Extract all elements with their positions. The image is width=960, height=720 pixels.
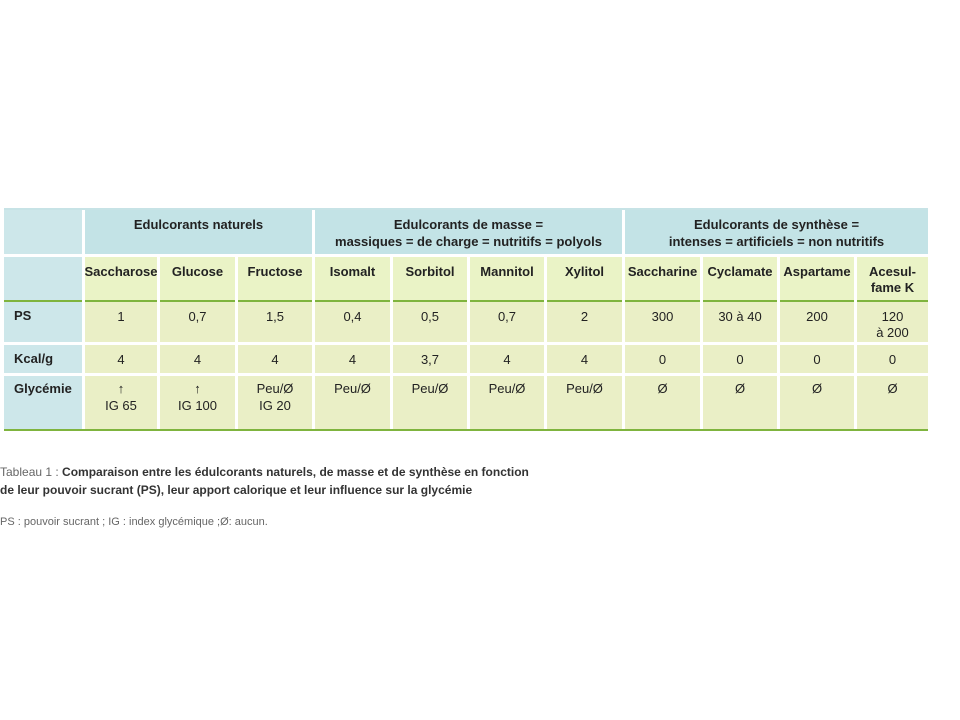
table-cell: 1,5: [265, 309, 285, 324]
table-cell: Peu/Ø: [488, 381, 526, 396]
table-caption: [0, 463, 600, 499]
table-cell: 120: [881, 309, 904, 324]
group-header-masse-line1: Edulcorants de masse =: [393, 217, 544, 232]
group-header-naturels: Edulcorants naturels: [133, 217, 264, 232]
table-cell: 4: [503, 352, 511, 367]
column-header: Sorbitol: [405, 264, 455, 279]
table-cell: 4: [580, 352, 589, 367]
table-cell: 4: [117, 352, 125, 367]
table-cell: IG 20: [259, 398, 291, 413]
table-cell: Ø: [811, 381, 823, 396]
column-header: Saccharose: [84, 264, 158, 279]
table-cell: Peu/Ø: [411, 381, 449, 396]
divider: [544, 254, 547, 429]
column-header: Mannitol: [480, 264, 534, 279]
up-arrow-icon: ↑: [117, 381, 125, 396]
divider: [4, 342, 928, 345]
table-cell: 0: [813, 352, 821, 367]
table-cell: 0,5: [420, 309, 440, 324]
table-cell: 0,4: [343, 309, 362, 324]
divider: [4, 254, 928, 257]
column-header: Isomalt: [329, 264, 376, 279]
caption-title-line2: de leur pouvoir sucrant (PS), leur apport calorique et leur influence sur la glycémie: [0, 483, 473, 497]
table-cell: 4: [193, 352, 202, 367]
divider: [390, 254, 393, 429]
up-arrow-icon: ↑: [194, 381, 201, 396]
table-cell: Peu/Ø: [566, 381, 603, 396]
table-cell: 3,7: [420, 352, 440, 367]
table-cell: 4: [271, 352, 279, 367]
group-header-synthese-line1: Edulcorants de synthèse =: [693, 217, 860, 232]
divider: [777, 254, 780, 429]
table-cell: IG 65: [105, 398, 137, 413]
row-label-ps: PS: [14, 308, 32, 323]
row-label-glycemie: Glycémie: [14, 381, 72, 396]
table-cell: 0: [658, 352, 667, 367]
table-cell: 200: [806, 309, 828, 324]
table-cell: Peu/Ø: [256, 381, 294, 396]
column-header: Cyclamate: [707, 264, 773, 279]
table-cell: 30 à 40: [718, 309, 762, 324]
column-header: Fructose: [247, 264, 303, 279]
column-header: fame K: [870, 280, 915, 295]
group-header-masse-line2: massiques = de charge = nutritifs = polyols: [335, 234, 602, 249]
column-header: Xylitol: [564, 264, 604, 279]
table-cell: Ø: [734, 381, 746, 396]
column-header: Saccharine: [627, 264, 698, 279]
table-cell: Ø: [657, 381, 668, 396]
divider: [4, 300, 928, 302]
footnote: PS : pouvoir sucrant ; IG : index glycémique ;Ø: aucun.: [0, 516, 268, 528]
caption-title-line1: Comparaison entre les édulcorants naturels, de masse et de synthèse en fonction: [62, 465, 529, 479]
divider: [4, 373, 928, 376]
table-cell: 2: [580, 309, 589, 324]
column-header: Glucose: [171, 264, 224, 279]
divider: [700, 254, 703, 429]
table-cell: 1: [117, 309, 125, 324]
table-cell: 0,7: [497, 309, 517, 324]
sweeteners-table: [4, 208, 928, 431]
table-cell: à 200: [876, 325, 909, 340]
table-cell: Peu/Ø: [334, 381, 371, 396]
table-cell: 0: [888, 352, 897, 367]
table-cell: Ø: [887, 381, 898, 396]
group-header-synthese-line2: intenses = artificiels = non nutritifs: [668, 234, 885, 249]
table-cell: 4: [348, 352, 357, 367]
table-cell: 0,7: [188, 309, 207, 324]
column-header: Aspartame: [783, 264, 851, 279]
table-cell: 300: [651, 309, 674, 324]
table-cell: IG 100: [177, 398, 218, 413]
column-header: Acesul-: [869, 264, 916, 279]
row-label-kcal: Kcal/g: [14, 351, 54, 366]
table-cell: 0: [736, 352, 744, 367]
caption-prefix: Tableau 1 :: [0, 465, 63, 479]
divider: [467, 254, 470, 429]
